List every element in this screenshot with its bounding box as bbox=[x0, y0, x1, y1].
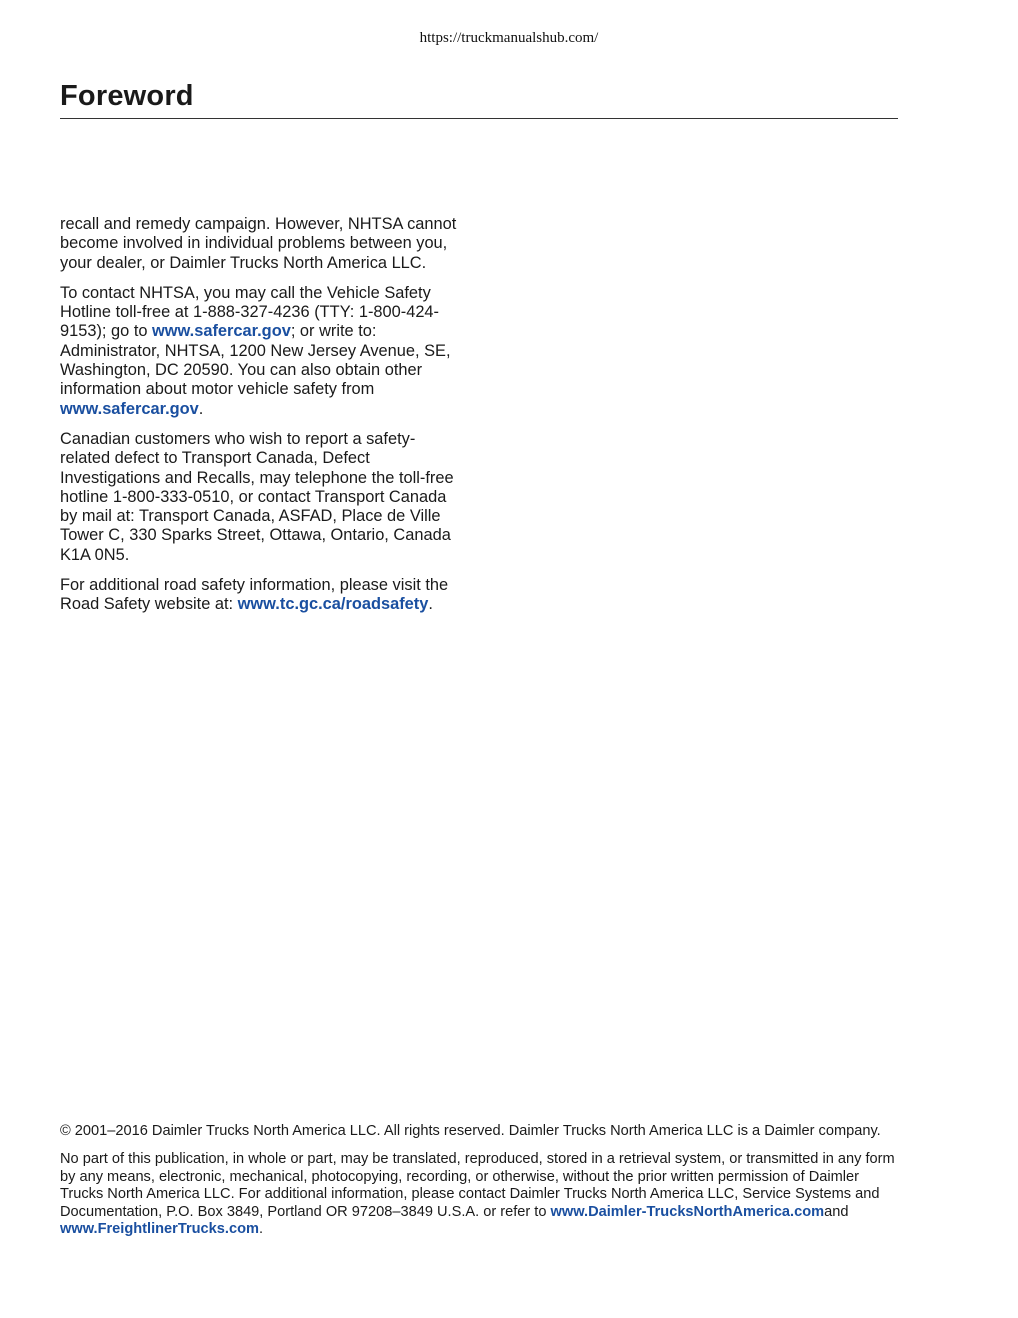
nhtsa-contact-text: To contact NHTSA, you may call the Vehicle Safety Hotline toll-free at 1-888-327-4236 (TTY: 1-800-424-9153); go to bbox=[60, 283, 440, 341]
rights-notice bbox=[60, 1151, 900, 1239]
freightliner-link[interactable]: www.FreightlinerTrucks.com bbox=[60, 1221, 259, 1238]
title-divider bbox=[60, 118, 898, 119]
body-column bbox=[60, 215, 465, 626]
rights-text: No part of this publication, in whole or part, may be translated, reproduced, stored in a retrieval system, or transmitted in any form by any means, electronic, mechanical, photocopying, recording, or otherwise, without the prior written permission of Daimler Trucks North America LLC. For additional information, please contact Daimler Trucks North America LLC, Service Systems and Documentation, P.O. Box 3849, Portland OR 97208–3849 U.S.A. or refer to bbox=[60, 1151, 895, 1220]
and-text: and bbox=[824, 1203, 849, 1220]
period-text: . bbox=[428, 595, 433, 614]
road-safety-link[interactable]: www.tc.gc.ca/roadsafety bbox=[237, 595, 429, 614]
paragraph-road-safety bbox=[60, 576, 465, 615]
legal-footer bbox=[60, 1120, 900, 1239]
daimler-trucks-link[interactable]: www.Daimler-TrucksNorthAmerica.com bbox=[550, 1203, 825, 1220]
paragraph-transport-canada: Canadian customers who wish to report a safety-related defect to Transport Canada, Defect Investigations and Recalls, may telephone the toll-free hotline 1-800-333-0510, or contact Transport Canada by mail at: Transport Canada, ASFAD, Place de Ville Tower C, 330 Sparks Street, Ottawa, Ontario, Canada K1A 0N5. bbox=[60, 429, 454, 564]
period-text: . bbox=[198, 399, 204, 418]
nhtsa-address-text: ; or write to: Administrator, NHTSA, 1200 New Jersey Avenue, SE, Washington, DC 20590. You can also obtain other information about motor vehicle safety from bbox=[60, 322, 451, 399]
safercar-link[interactable]: www.safercar.gov bbox=[152, 322, 291, 341]
paragraph-nhtsa-contact bbox=[60, 284, 465, 419]
period-text: . bbox=[258, 1221, 264, 1238]
copyright-notice: © 2001–2016 Daimler Trucks North America LLC. All rights reserved. Daimler Trucks North America LLC is a Daimler company. bbox=[60, 1123, 881, 1139]
paragraph-recall-campaign: recall and remedy campaign. However, NHTSA cannot become involved in individual problems between you, your dealer, or Daimler Trucks North America LLC. bbox=[60, 215, 457, 272]
source-url: https://truckmanualshub.com/ bbox=[419, 30, 599, 46]
page-title: Foreword bbox=[60, 80, 194, 112]
road-safety-text: For additional road safety information, please visit the Road Safety website at: bbox=[60, 576, 449, 614]
safercar-link-2[interactable]: www.safercar.gov bbox=[60, 399, 199, 418]
